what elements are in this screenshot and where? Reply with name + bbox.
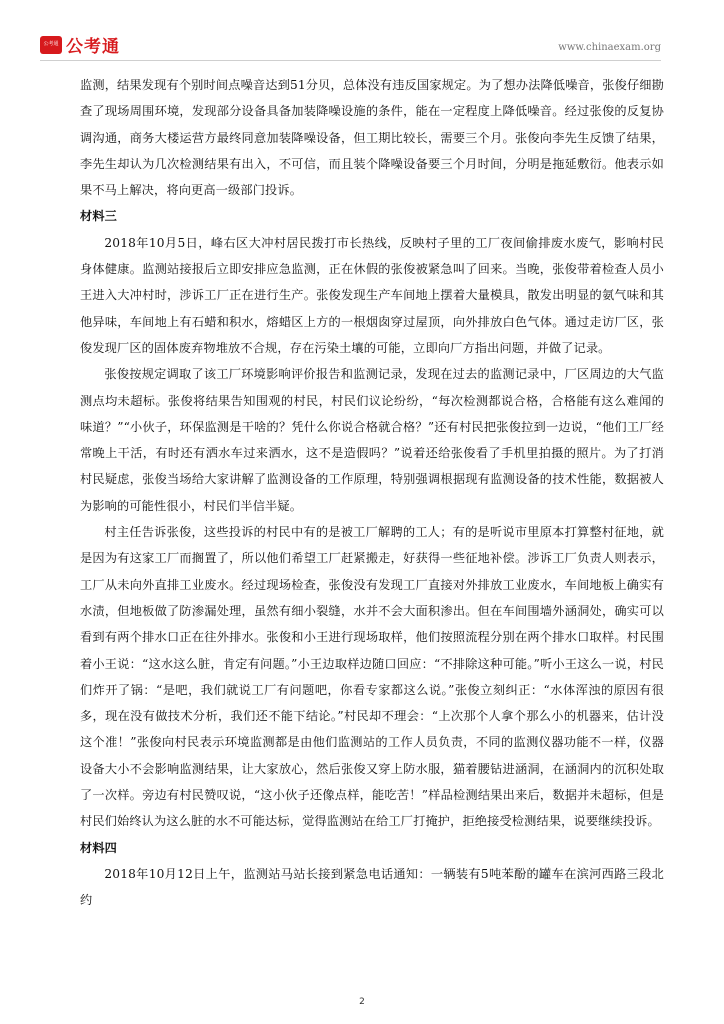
header-divider	[40, 60, 661, 61]
brand-logo[interactable]	[40, 32, 120, 57]
page-number: 2	[359, 997, 365, 1007]
paragraph-continued: 监测，结果发现有个别时间点噪音达到51分贝，总体没有违反国家规定。为了想办法降低噪音，张俊仔细勘查了现场周围环境，发现部分设备具备加装降噪设施的条件，能在一定程度上降低噪音。经过张俊的反复协调沟通，商务大楼运营方最终同意加装降噪设备，但工期比较长，需要三个月。张俊向李先生反馈了结果，李先生却认为几次检测结果有出入，不可信，而且装个降噪设备要三个月时间，分明是拖延敷衍。他表示如果不马上解决，将向更高一级部门投诉。	[80, 78, 664, 198]
paragraph: 张俊按规定调取了该工厂环境影响评价报告和监测记录，发现在过去的监测记录中，厂区周边的大气监测点均未超标。张俊将结果告知围观的村民，村民们议论纷纷，“每次检测都说合格，合格能有这么难闻的味道？”“小伙子，环保监测是干啥的？凭什么你说合格就合格？”还有村民把张俊拉到一边说，“他们工厂经常晚上干活，有时还有洒水车过来洒水，这不是造假吗？”说着还给张俊看了手机里拍摄的照片。为了打消村民疑虑，张俊当场给大家讲解了监测设备的工作原理，特别强调根据现有监测设备的技术性能，数据被人为影响的可能性很小，村民们半信半疑。	[80, 367, 664, 513]
section-heading-material-3: 材料三	[80, 209, 118, 224]
logo-badge-icon: 公考通	[40, 36, 62, 54]
document-body	[80, 72, 664, 914]
paragraph: 村主任告诉张俊，这些投诉的村民中有的是被工厂解聘的工人；有的是听说市里原本打算整村征地，就是因为有这家工厂而搁置了，所以他们希望工厂赶紧搬走，好获得一些征地补偿。涉诉工厂负责人则表示，工厂从未向外直排工业废水。经过现场检查，张俊没有发现工厂直接对外排放工业废水，车间地板上确实有水渍，但地板做了防渗漏处理，虽然有细小裂缝，水并不会大面积渗出。但在车间围墙外涵洞处，确实可以看到有两个排水口正在往外排水。张俊和小王进行现场取样，他们按照流程分别在两个排水口取样。村民围着小王说：“这水这么脏，肯定有问题。”小王边取样边随口回应：“不排除这种可能。”听小王这么一说，村民们炸开了锅：“是吧，我们就说工厂有问题吧，你看专家都这么说。”张俊立刻纠正：“水体浑浊的原因有很多，现在没有做技术分析，我们还不能下结论。”村民却不理会：“上次那个人拿个那么小的机器来，估计没这个准！”张俊向村民表示环境监测都是由他们监测站的工作人员负责，不同的监测仪器功能不一样，仪器设备大小不会影响监测结果，让大家放心，然后张俊又穿上防水服，猫着腰钻进涵洞，在涵洞内的沉积处取了一次样。旁边有村民赞叹说，“这小伙子还像点样，能吃苦！”样品检测结果出来后，数据并未超标，但是村民们始终认为这么脏的水不可能达标，觉得监测站在给工厂打掩护，拒绝接受检测结果，说要继续投诉。	[80, 525, 664, 829]
site-url[interactable]: www.chinaexam.org	[558, 42, 661, 53]
logo-text: 公考通	[66, 37, 120, 57]
section-heading-material-4: 材料四	[80, 840, 118, 855]
page-header	[0, 0, 724, 64]
paragraph: 2018年10月5日，峰右区大冲村居民拨打市长热线，反映村子里的工厂夜间偷排废水废气，影响村民身体健康。监测站接报后立即安排应急监测，正在休假的张俊被紧急叫了回来。当晚，张俊带着检查人员小王进入大冲村时，涉诉工厂正在进行生产。张俊发现生产车间地上摆着大量模具，散发出明显的氨气味和其他异味，车间地上有石蜡和积水，熔蜡区上方的一根烟囱穿过屋顶，向外排放白色气体。通过走访厂区，张俊发现厂区的固体废弃物堆放不合规，存在污染土壤的可能，立即向厂方指出问题，并做了记录。	[80, 235, 664, 355]
paragraph: 2018年10月12日上午，监测站马站长接到紧急电话通知：一辆装有5吨苯酚的罐车在滨河西路三段北约	[80, 866, 664, 908]
